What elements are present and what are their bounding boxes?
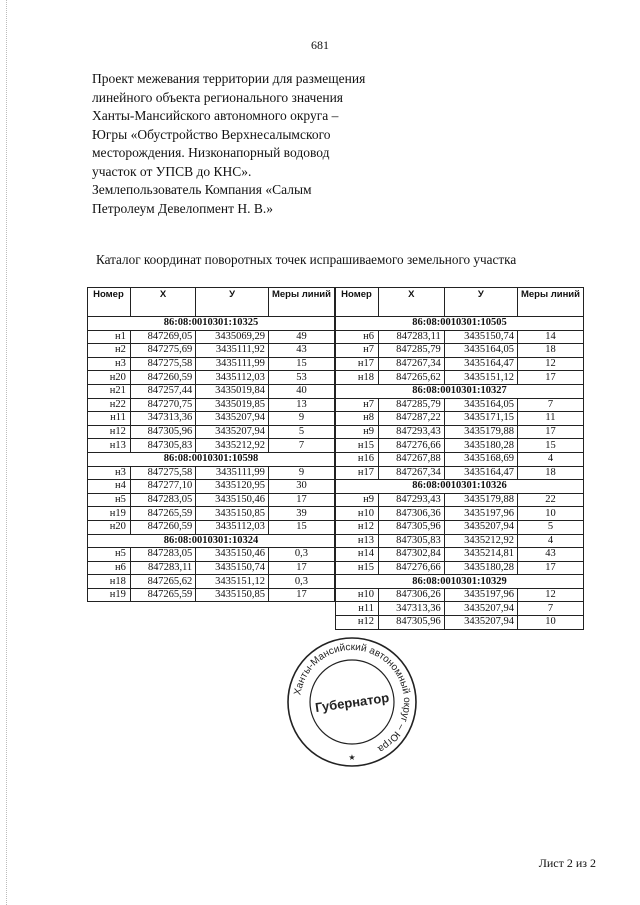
coord-x: 847305,96 (378, 616, 444, 630)
coord-x: 847293,43 (378, 493, 444, 507)
line-measure: 49 (268, 330, 334, 344)
coord-y: 3435212,92 (196, 439, 269, 453)
coord-y: 3435120,95 (196, 480, 269, 494)
coord-x: 847305,96 (130, 425, 195, 439)
coord-x: 847305,96 (378, 520, 444, 534)
seal-ring-text: Ханты-Мансийский автономный округ – Югра (292, 641, 413, 755)
point-number: н6 (336, 330, 379, 344)
parcel-number: 86:08:0010301:10505 (336, 317, 584, 331)
coord-x: 847305,83 (130, 439, 195, 453)
point-number: н18 (88, 575, 131, 589)
table-row (88, 384, 335, 398)
parcel-number: 86:08:0010301:10326 (336, 480, 584, 494)
header-x: X (378, 288, 444, 317)
coord-y: 3435150,85 (196, 588, 269, 602)
point-number: н17 (336, 357, 379, 371)
coord-x: 847306,36 (378, 507, 444, 521)
line-measure: 17 (517, 371, 583, 385)
coord-y: 3435207,94 (196, 412, 269, 426)
title-line: Ханты-Мансийского автономного округа – (92, 108, 339, 123)
line-measure: 17 (268, 493, 334, 507)
coord-x: 847260,59 (130, 520, 195, 534)
table-row (88, 330, 335, 344)
point-number: н4 (88, 480, 131, 494)
coord-y: 3435197,96 (444, 507, 517, 521)
parcel-row (336, 480, 584, 494)
coord-y: 3435207,94 (444, 616, 517, 630)
point-number: н14 (336, 548, 379, 562)
coord-y: 3435180,28 (444, 439, 517, 453)
title-line: линейного объекта регионального значения (92, 89, 344, 105)
line-measure: 0,3 (268, 575, 334, 589)
line-measure: 17 (268, 588, 334, 602)
table-row (88, 493, 335, 507)
line-measure: 14 (517, 330, 583, 344)
coord-x: 847305,83 (378, 534, 444, 548)
coord-x: 847275,69 (130, 344, 195, 358)
table-row (336, 561, 584, 575)
header-measure: Меры линий (268, 288, 334, 317)
coord-y: 3435164,05 (444, 344, 517, 358)
coord-y: 3435214,81 (444, 548, 517, 562)
table-row (88, 548, 335, 562)
line-measure: 5 (268, 425, 334, 439)
title-line: Землепользователь Компания «Салым (92, 182, 312, 197)
coord-y: 3435111,99 (196, 466, 269, 480)
coord-y: 3435179,88 (444, 493, 517, 507)
line-measure: 43 (268, 344, 334, 358)
line-measure: 17 (517, 561, 583, 575)
parcel-row (88, 534, 335, 548)
line-measure: 10 (517, 507, 583, 521)
coord-x: 847283,05 (130, 493, 195, 507)
seal-center-text: Губернатор (314, 689, 390, 716)
coord-x: 847283,05 (130, 548, 195, 562)
point-number: н5 (88, 548, 131, 562)
point-number: н12 (88, 425, 131, 439)
table-row (88, 344, 335, 358)
coord-y: 3435207,94 (444, 602, 517, 616)
line-measure: 15 (517, 439, 583, 453)
title-line: Петролеум Девелопмент Н. В.» (92, 200, 274, 216)
coord-y: 3435150,46 (196, 493, 269, 507)
coord-y: 3435164,47 (444, 357, 517, 371)
line-measure: 0,3 (268, 548, 334, 562)
coord-x: 847269,05 (130, 330, 195, 344)
coord-y: 3435111,92 (196, 344, 269, 358)
point-number: н3 (88, 466, 131, 480)
table-row (88, 412, 335, 426)
table-header-row (336, 288, 584, 317)
coord-x: 347313,36 (130, 412, 195, 426)
coord-y: 3435111,99 (196, 357, 269, 371)
line-measure: 9 (268, 412, 334, 426)
line-measure: 7 (268, 439, 334, 453)
table-row (336, 588, 584, 602)
coord-y: 3435212,92 (444, 534, 517, 548)
point-number: н21 (88, 384, 131, 398)
parcel-number: 86:08:0010301:10598 (88, 452, 335, 466)
table-caption: Каталог координат поворотных точек испрашиваемого земельного участка (96, 252, 517, 267)
table-row (88, 466, 335, 480)
point-number: н13 (336, 534, 379, 548)
coord-y: 3435207,94 (196, 425, 269, 439)
line-measure: 12 (517, 357, 583, 371)
line-measure: 15 (268, 357, 334, 371)
parcel-number: 86:08:0010301:10329 (336, 575, 584, 589)
point-number: н5 (88, 493, 131, 507)
table-row (336, 493, 584, 507)
line-measure: 17 (517, 425, 583, 439)
coord-x: 847283,11 (130, 561, 195, 575)
title-line: Югры «Обустройство Верхнесалымского (92, 126, 331, 142)
line-measure: 43 (517, 548, 583, 562)
coord-x: 847275,58 (130, 466, 195, 480)
table-row (88, 398, 335, 412)
point-number: н2 (88, 344, 131, 358)
coord-x: 347313,36 (378, 602, 444, 616)
parcel-row (336, 384, 584, 398)
table-row (336, 616, 584, 630)
coord-y: 3435151,12 (444, 371, 517, 385)
coord-y: 3435164,05 (444, 398, 517, 412)
header-number: Номер (88, 288, 131, 317)
parcel-row (336, 575, 584, 589)
line-measure: 17 (268, 561, 334, 575)
coord-x: 847267,88 (378, 452, 444, 466)
coord-x: 847260,59 (130, 371, 195, 385)
table-row (336, 330, 584, 344)
coord-x: 847302,84 (378, 548, 444, 562)
point-number: н12 (336, 520, 379, 534)
table-row (336, 412, 584, 426)
point-number: н7 (336, 398, 379, 412)
point-number: н13 (88, 439, 131, 453)
coord-y: 3435150,74 (444, 330, 517, 344)
coord-x: 847257,44 (130, 384, 195, 398)
point-number: н22 (88, 398, 131, 412)
table-row (88, 575, 335, 589)
governor-seal (286, 636, 418, 768)
line-measure: 15 (268, 520, 334, 534)
coord-x: 847265,62 (378, 371, 444, 385)
line-measure: 9 (268, 466, 334, 480)
coord-y: 3435151,12 (196, 575, 269, 589)
table-row (336, 534, 584, 548)
parcel-number: 86:08:0010301:10327 (336, 384, 584, 398)
line-measure: 53 (268, 371, 334, 385)
coord-x: 847306,26 (378, 588, 444, 602)
header-x: X (130, 288, 195, 317)
seal-star-icon: ★ (348, 753, 356, 762)
table-row (336, 344, 584, 358)
table-row (88, 480, 335, 494)
line-measure: 12 (517, 588, 583, 602)
line-measure: 18 (517, 466, 583, 480)
line-measure: 18 (517, 344, 583, 358)
point-number: н6 (88, 561, 131, 575)
line-measure: 7 (517, 398, 583, 412)
point-number: н18 (336, 371, 379, 385)
point-number: н16 (336, 452, 379, 466)
coordinates-table-right (335, 287, 584, 630)
coord-x: 847276,66 (378, 561, 444, 575)
coord-x: 847267,34 (378, 357, 444, 371)
coord-x: 847283,11 (378, 330, 444, 344)
table-row (336, 357, 584, 371)
point-number: н8 (336, 412, 379, 426)
line-measure: 22 (517, 493, 583, 507)
line-measure: 13 (268, 398, 334, 412)
table-header-row (88, 288, 335, 317)
coord-x: 847265,62 (130, 575, 195, 589)
line-measure: 40 (268, 384, 334, 398)
table-row (336, 520, 584, 534)
table-row (88, 520, 335, 534)
parcel-row (336, 317, 584, 331)
point-number: н9 (336, 425, 379, 439)
table-row (336, 452, 584, 466)
table-row (336, 466, 584, 480)
coord-x: 847275,58 (130, 357, 195, 371)
point-number: н1 (88, 330, 131, 344)
line-measure: 4 (517, 534, 583, 548)
point-number: н19 (88, 588, 131, 602)
table-row (88, 507, 335, 521)
table-row (336, 548, 584, 562)
coord-y: 3435150,85 (196, 507, 269, 521)
coord-x: 847276,66 (378, 439, 444, 453)
coord-y: 3435179,88 (444, 425, 517, 439)
point-number: н11 (336, 602, 379, 616)
point-number: н20 (88, 371, 131, 385)
coord-y: 3435171,15 (444, 412, 517, 426)
table-row (336, 371, 584, 385)
coord-x: 847285,79 (378, 398, 444, 412)
point-number: н15 (336, 439, 379, 453)
table-row (336, 425, 584, 439)
point-number: н19 (88, 507, 131, 521)
line-measure: 10 (517, 616, 583, 630)
coord-x: 847277,10 (130, 480, 195, 494)
point-number: н3 (88, 357, 131, 371)
header-measure: Меры линий (517, 288, 583, 317)
coord-y: 3435112,03 (196, 520, 269, 534)
point-number: н9 (336, 493, 379, 507)
coord-y: 3435150,74 (196, 561, 269, 575)
table-row (88, 561, 335, 575)
coord-y: 3435168,69 (444, 452, 517, 466)
header-number: Номер (336, 288, 379, 317)
point-number: н15 (336, 561, 379, 575)
point-number: н10 (336, 588, 379, 602)
line-measure: 4 (517, 452, 583, 466)
line-measure: 30 (268, 480, 334, 494)
parcel-row (88, 317, 335, 331)
header-y: У (196, 288, 269, 317)
parcel-number: 86:08:0010301:10325 (88, 317, 335, 331)
point-number: н11 (88, 412, 131, 426)
point-number: н17 (336, 466, 379, 480)
parcel-number: 86:08:0010301:10324 (88, 534, 335, 548)
table-row (336, 602, 584, 616)
coord-y: 3435069,29 (196, 330, 269, 344)
coord-x: 847293,43 (378, 425, 444, 439)
point-number: н20 (88, 520, 131, 534)
table-row (88, 425, 335, 439)
line-measure: 11 (517, 412, 583, 426)
coord-x: 847287,22 (378, 412, 444, 426)
coord-y: 3435207,94 (444, 520, 517, 534)
document-title (92, 70, 422, 218)
table-row (336, 507, 584, 521)
table-row (88, 588, 335, 602)
point-number: н7 (336, 344, 379, 358)
coord-x: 847267,34 (378, 466, 444, 480)
coord-y: 3435164,47 (444, 466, 517, 480)
coord-x: 847265,59 (130, 507, 195, 521)
title-line: месторождения. Низконапорный водовод (92, 145, 330, 160)
line-measure: 7 (517, 602, 583, 616)
line-measure: 5 (517, 520, 583, 534)
coord-x: 847270,75 (130, 398, 195, 412)
coord-y: 3435019,85 (196, 398, 269, 412)
sheet-counter: Лист 2 из 2 (538, 856, 596, 870)
coord-y: 3435180,28 (444, 561, 517, 575)
page-number: 681 (311, 38, 329, 52)
table-row (88, 439, 335, 453)
table-row (336, 398, 584, 412)
table-row (336, 439, 584, 453)
coord-y: 3435150,46 (196, 548, 269, 562)
coord-x: 847285,79 (378, 344, 444, 358)
coord-y: 3435112,03 (196, 371, 269, 385)
table-row (88, 371, 335, 385)
parcel-row (88, 452, 335, 466)
scan-margin-line (6, 0, 7, 905)
point-number: н12 (336, 616, 379, 630)
coordinates-table-left (87, 287, 335, 602)
coord-y: 3435019,84 (196, 384, 269, 398)
table-row (88, 357, 335, 371)
coord-y: 3435197,96 (444, 588, 517, 602)
title-line: участок от УПСВ до КНС». (92, 163, 252, 179)
line-measure: 39 (268, 507, 334, 521)
title-line: Проект межевания территории для размещения (92, 71, 366, 86)
header-y: У (444, 288, 517, 317)
coord-x: 847265,59 (130, 588, 195, 602)
point-number: н10 (336, 507, 379, 521)
